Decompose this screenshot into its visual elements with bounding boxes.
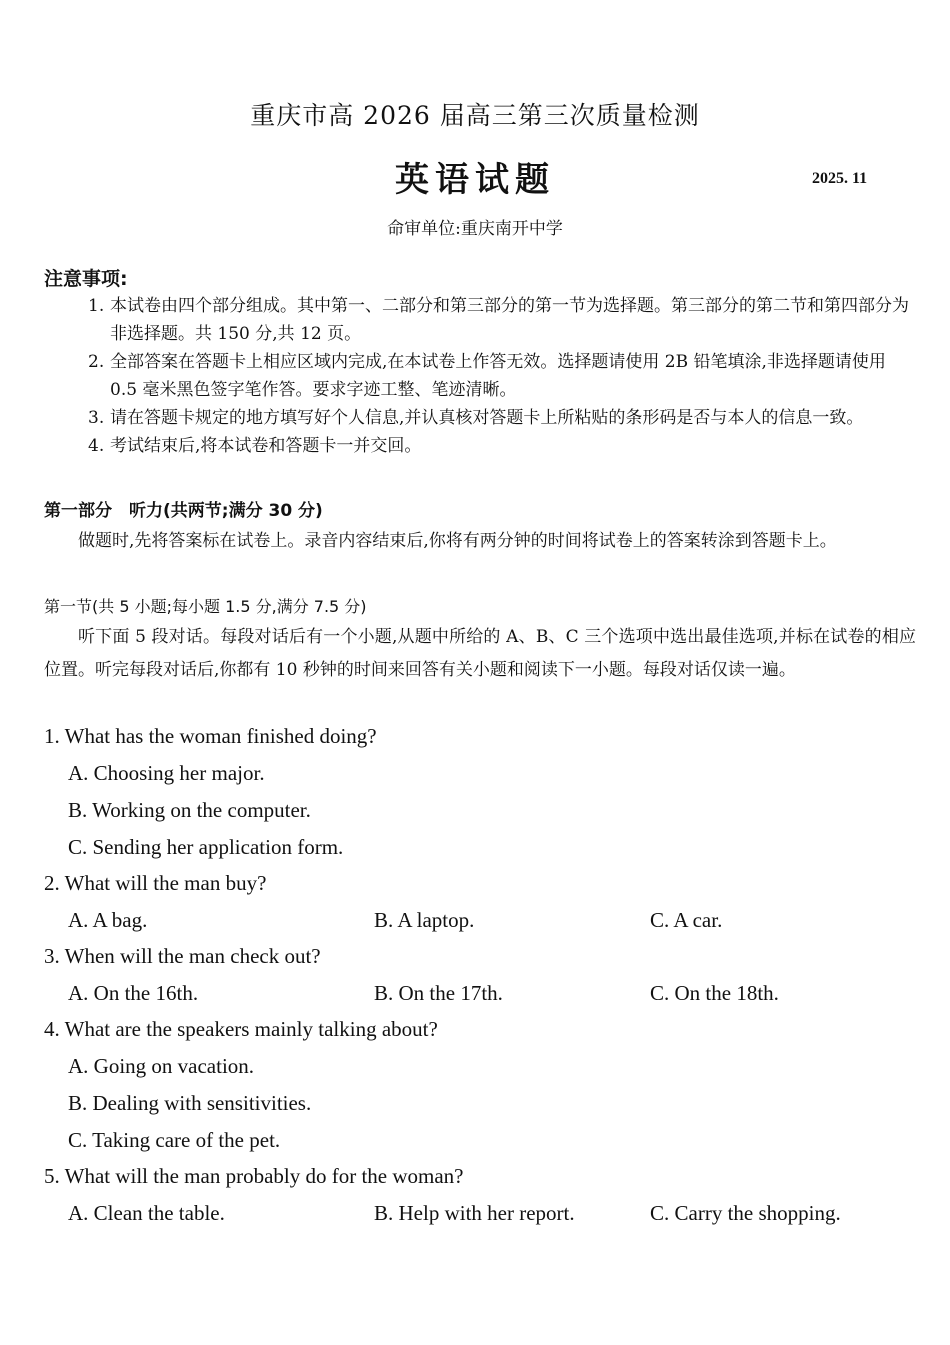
- notice-item: [88, 404, 918, 432]
- section-one-heading: 第一节(共 5 小题;每小题 1.5 分,满分 7.5 分): [44, 597, 367, 616]
- notice-list: [88, 292, 918, 460]
- notice-item: [88, 292, 918, 348]
- notice-item-number: 3.: [88, 408, 105, 428]
- compiler-unit: 命审单位:重庆南开中学: [387, 219, 563, 239]
- notice-item-text: 考试结束后,将本试卷和答题卡一并交回。: [110, 436, 422, 456]
- notice-item-number: 2.: [88, 352, 105, 372]
- option-b: B. On the 17th.: [374, 981, 503, 1005]
- option-a: A. Choosing her major.: [68, 761, 265, 785]
- notice-item-number: 1.: [88, 296, 105, 316]
- question-stem: 3. When will the man check out?: [44, 944, 321, 968]
- option-b: B. A laptop.: [374, 908, 475, 932]
- notice-item-text: 本试卷由四个部分组成。其中第一、二部分和第三部分的第一节为选择题。第三部分的第二节和第四部分为非选择题。共 150 分,共 12 页。: [110, 296, 909, 344]
- option-c: C. Sending her application form.: [68, 835, 344, 859]
- exam-date: 2025. 11: [812, 170, 868, 187]
- question-stem: 2. What will the man buy?: [44, 871, 267, 895]
- notice-item: [88, 348, 918, 404]
- part-one-instructions: 做题时,先将答案标在试卷上。录音内容结束后,你将有两分钟的时间将试卷上的答案转涂到答题卡上。: [78, 531, 837, 551]
- option-a: A. On the 16th.: [68, 981, 199, 1005]
- question-stem: 4. What are the speakers mainly talking about?: [44, 1017, 438, 1041]
- option-c: C. Taking care of the pet.: [68, 1128, 281, 1152]
- option-a: A. Going on vacation.: [68, 1054, 255, 1078]
- option-c: C. A car.: [650, 908, 723, 932]
- option-c: C. On the 18th.: [650, 981, 779, 1005]
- notice-item-text: 全部答案在答题卡上相应区域内完成,在本试卷上作答无效。选择题请使用 2B 铅笔填涂,非选择题请使用 0.5 毫米黑色签字笔作答。要求字迹工整、笔迹清晰。: [110, 352, 886, 400]
- notice-item-number: 4.: [88, 436, 105, 456]
- notice-item-text: 请在答题卡规定的地方填写好个人信息,并认真核对答题卡上所粘贴的条形码是否与本人的信息一致。: [110, 408, 864, 428]
- option-c: C. Carry the shopping.: [650, 1201, 841, 1225]
- option-a: A. A bag.: [68, 908, 148, 932]
- subject-title: 英语试题: [395, 160, 555, 200]
- question-stem: 1. What has the woman finished doing?: [44, 724, 377, 748]
- option-a: A. Clean the table.: [68, 1201, 225, 1225]
- option-b: B. Dealing with sensitivities.: [68, 1091, 312, 1115]
- question-stem: 5. What will the man probably do for the woman?: [44, 1164, 464, 1188]
- part-one-heading: 第一部分 听力(共两节;满分 30 分): [44, 501, 323, 521]
- exam-title: 重庆市高 2026 届高三第三次质量检测: [250, 101, 700, 130]
- notice-heading: 注意事项:: [44, 268, 128, 290]
- section-one-instructions: 听下面 5 段对话。每段对话后有一个小题,从题中所给的 A、B、C 三个选项中选出最佳选项,并标在试卷的相应位置。听完每段对话后,你都有 10 秒钟的时间来回答有关小题和阅读下一小题。每段对话仅读一遍。: [44, 627, 916, 680]
- option-b: B. Help with her report.: [374, 1201, 575, 1225]
- option-b: B. Working on the computer.: [68, 798, 311, 822]
- notice-item: [88, 432, 918, 460]
